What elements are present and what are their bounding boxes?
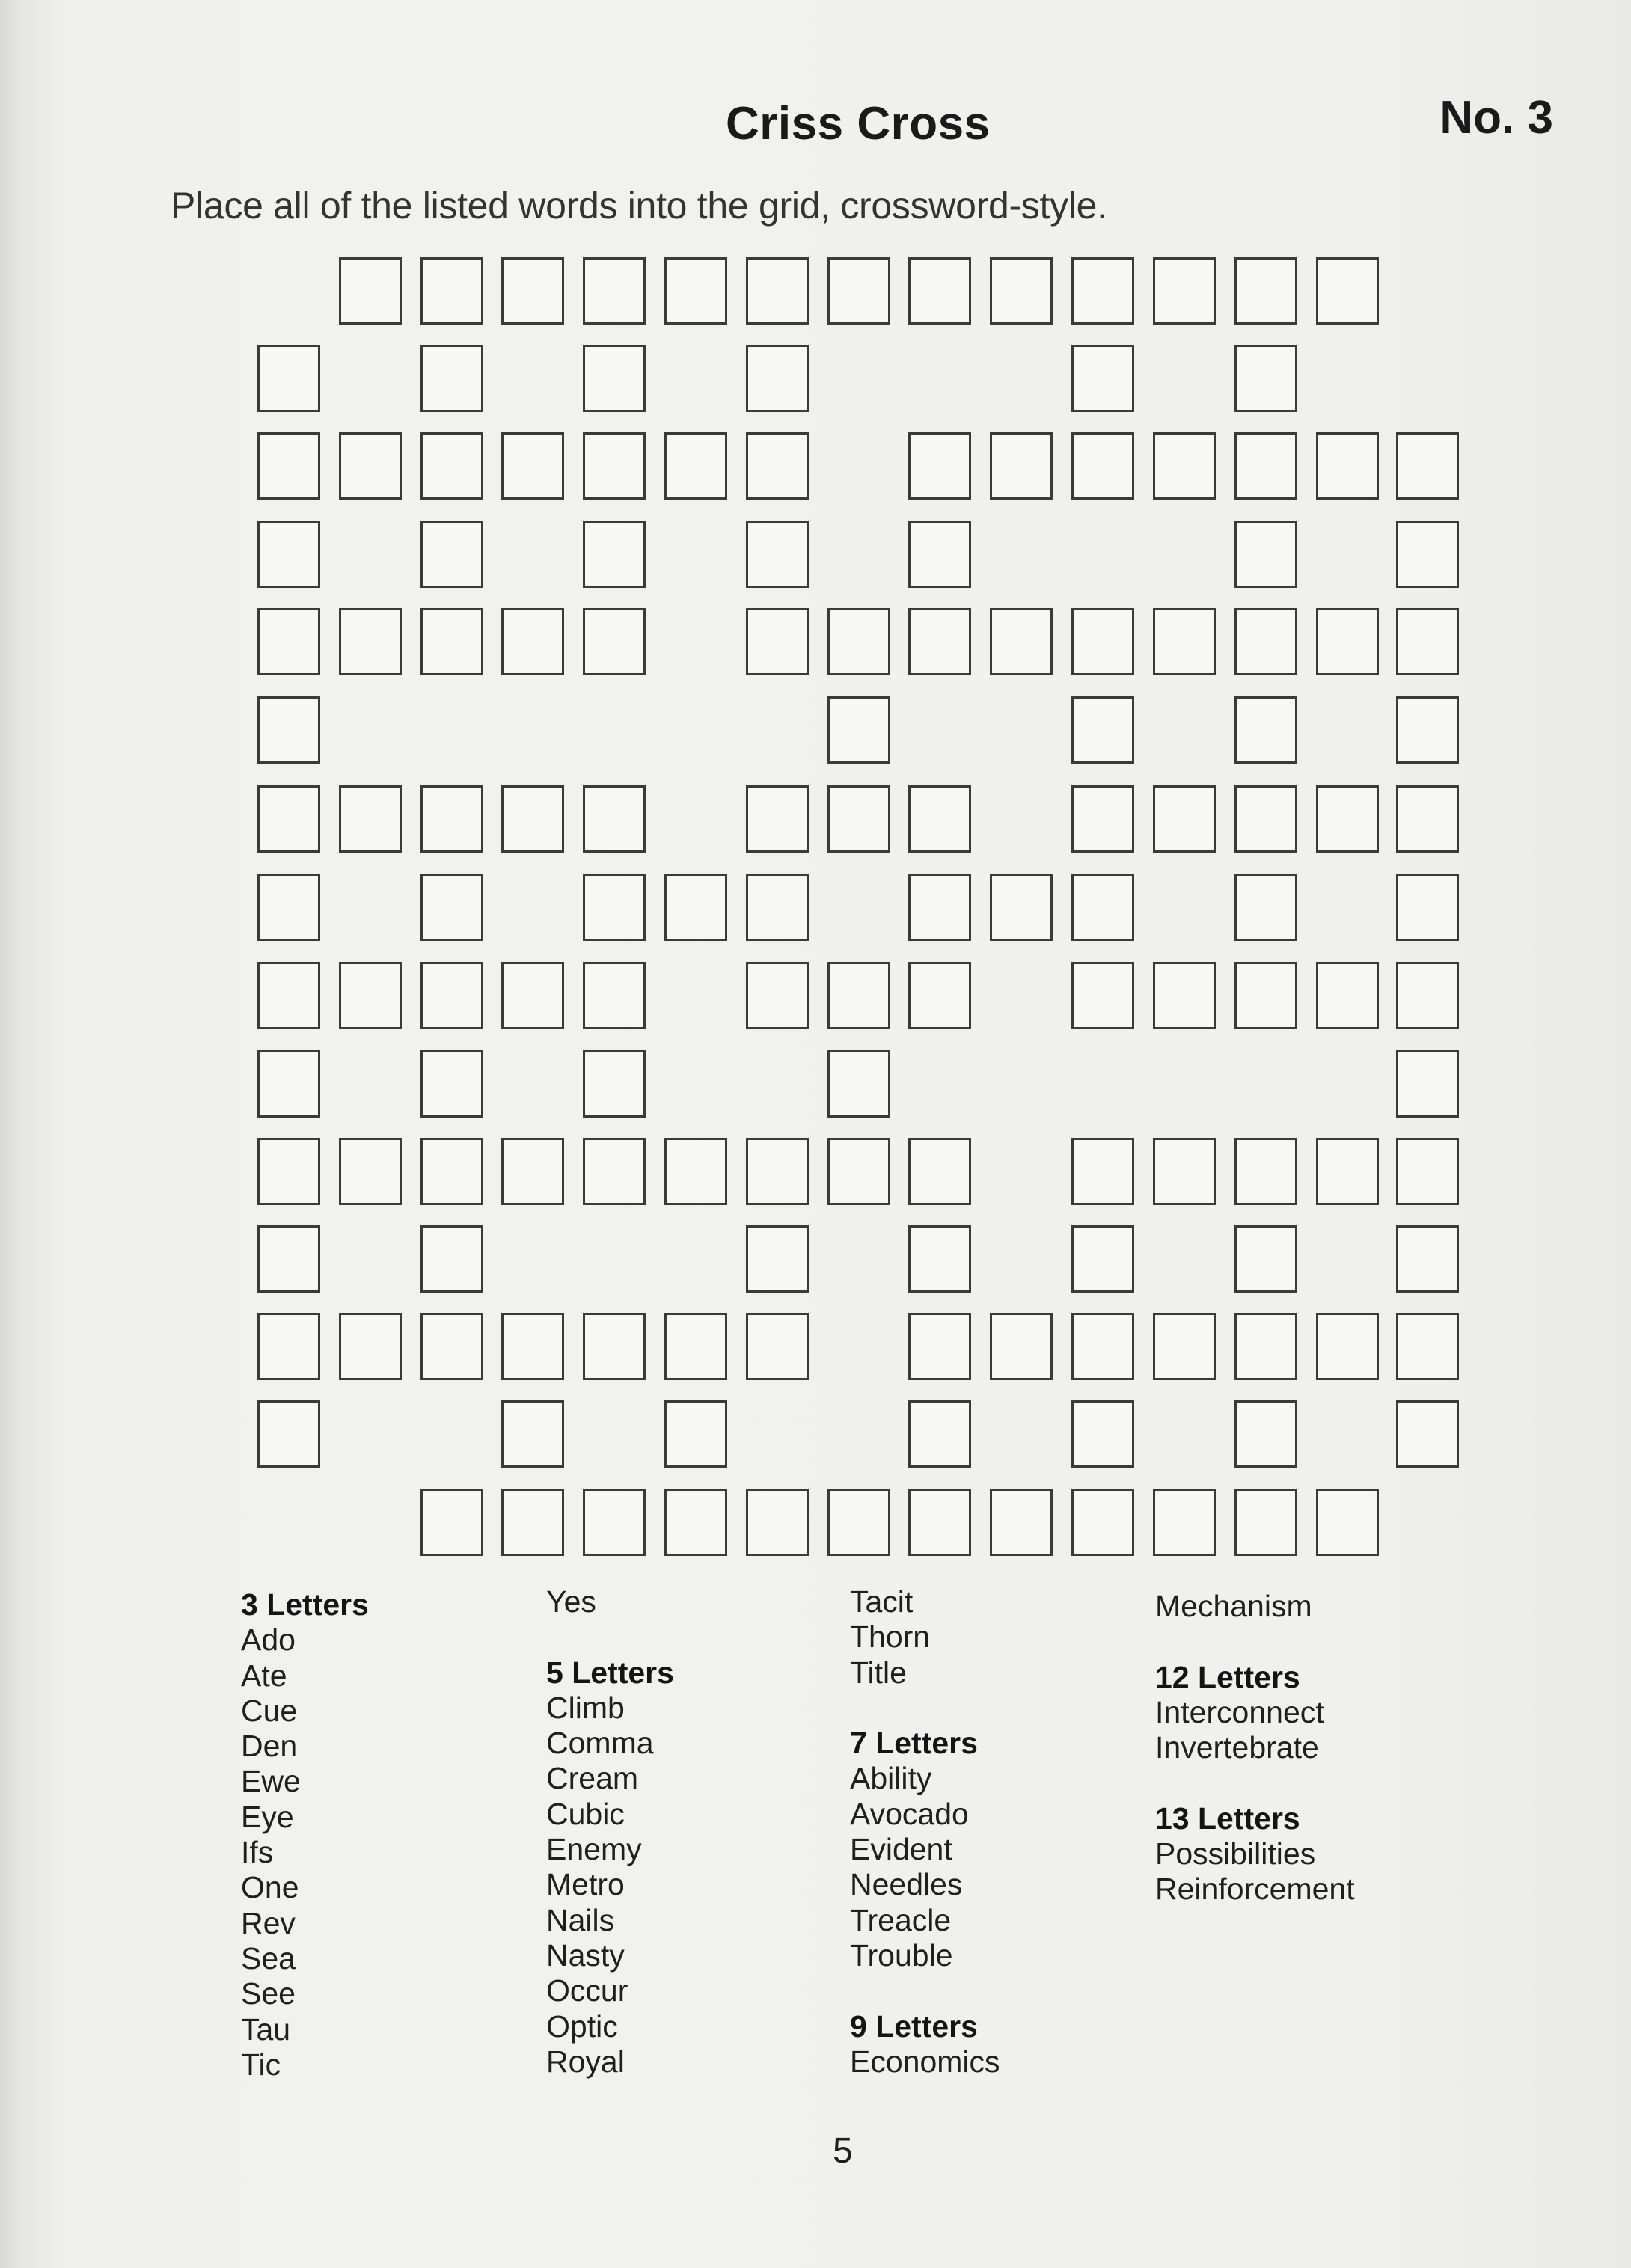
puzzle-number: No. 3 — [1439, 92, 1553, 144]
word-item: Rev — [241, 1905, 296, 1940]
word-item: Reinforcement — [1155, 1872, 1355, 1907]
grid-cell[interactable] — [1071, 608, 1134, 675]
grid-cell[interactable] — [339, 785, 402, 853]
grid-cell[interactable] — [1234, 608, 1297, 675]
grid-cell[interactable] — [1396, 1313, 1459, 1380]
grid-cell[interactable] — [1234, 432, 1297, 500]
word-column-2 — [546, 1584, 674, 2079]
grid-cell[interactable] — [1071, 785, 1134, 853]
word-item: Trouble — [850, 1937, 953, 1973]
spacer — [1155, 1765, 1355, 1800]
grid-cell[interactable] — [1071, 432, 1134, 500]
grid-cell[interactable] — [1396, 521, 1459, 588]
grid-cell[interactable] — [827, 257, 890, 325]
spacer — [1155, 1624, 1355, 1659]
grid-cell[interactable] — [1396, 1050, 1459, 1118]
word-item: Cubic — [546, 1796, 625, 1831]
grid-cell[interactable] — [746, 432, 809, 500]
grid-cell[interactable] — [1071, 1138, 1134, 1205]
grid-cell[interactable] — [1153, 785, 1216, 853]
grid-cell[interactable] — [1396, 432, 1459, 500]
grid-cell[interactable] — [1234, 962, 1297, 1029]
grid-cell[interactable] — [1071, 962, 1134, 1029]
grid-cell[interactable] — [746, 1489, 809, 1556]
grid-cell[interactable] — [1153, 432, 1216, 500]
grid-cell[interactable] — [908, 608, 971, 675]
grid-cell[interactable] — [908, 874, 971, 941]
grid-cell[interactable] — [339, 962, 402, 1029]
grid-cell[interactable] — [1316, 1313, 1379, 1380]
grid-cell[interactable] — [420, 785, 483, 853]
grid-cell[interactable] — [1153, 1313, 1216, 1380]
word-item: Possibilities — [1155, 1836, 1316, 1872]
word-column-3 — [850, 1584, 1000, 2079]
grid-cell[interactable] — [257, 1400, 320, 1468]
grid-cell[interactable] — [908, 1225, 971, 1293]
grid-cell[interactable] — [501, 1400, 564, 1468]
word-item: Needles — [850, 1867, 963, 1902]
word-group-heading: 3 Letters — [241, 1587, 369, 1622]
word-item: Mechanism — [1155, 1589, 1312, 1623]
page-number: 5 — [833, 2131, 853, 2171]
grid-cell[interactable] — [583, 1050, 646, 1118]
grid-cell[interactable] — [339, 257, 402, 325]
grid-cell[interactable] — [1071, 1313, 1134, 1380]
grid-cell[interactable] — [583, 874, 646, 941]
spacer — [850, 1973, 1000, 2008]
word-item: Occur — [546, 1973, 628, 2008]
grid-cell[interactable] — [664, 1138, 727, 1205]
grid-cell[interactable] — [746, 608, 809, 675]
grid-cell[interactable] — [1153, 962, 1216, 1029]
word-item: Ifs — [241, 1835, 274, 1870]
grid-cell[interactable] — [664, 874, 727, 941]
grid-cell[interactable] — [827, 962, 890, 1029]
word-group-heading: 5 Letters — [546, 1655, 674, 1690]
grid-cell[interactable] — [827, 785, 890, 853]
grid-cell[interactable] — [664, 1313, 727, 1380]
grid-cell[interactable] — [1316, 432, 1379, 500]
grid-cell[interactable] — [908, 521, 971, 588]
word-item: Sea — [241, 1940, 296, 1976]
grid-cell[interactable] — [583, 432, 646, 500]
grid-cell[interactable] — [339, 608, 402, 675]
grid-cell[interactable] — [583, 962, 646, 1029]
grid-cell[interactable] — [420, 962, 483, 1029]
grid-cell[interactable] — [746, 1313, 809, 1380]
instructions: Place all of the listed words into the grid, crossword-style. — [171, 185, 1107, 227]
grid-cell[interactable] — [420, 521, 483, 588]
grid-cell[interactable] — [1234, 257, 1297, 325]
grid-cell[interactable] — [583, 345, 646, 412]
grid-cell[interactable] — [990, 1313, 1053, 1380]
grid-cell[interactable] — [257, 785, 320, 853]
grid-cell[interactable] — [990, 608, 1053, 675]
word-group-heading: 13 Letters — [1155, 1800, 1300, 1836]
grid-cell[interactable] — [1396, 1138, 1459, 1205]
grid-cell[interactable] — [1396, 1400, 1459, 1468]
grid-cell[interactable] — [420, 432, 483, 500]
grid-cell[interactable] — [501, 962, 564, 1029]
grid-cell[interactable] — [746, 1138, 809, 1205]
grid-cell[interactable] — [420, 1313, 483, 1380]
word-item: Optic — [546, 2008, 618, 2044]
grid-cell[interactable] — [1234, 345, 1297, 412]
grid-cell[interactable] — [1234, 1225, 1297, 1293]
grid-cell[interactable] — [257, 345, 320, 412]
word-item: Metro — [546, 1867, 625, 1902]
grid-cell[interactable] — [908, 962, 971, 1029]
word-column-4 — [1155, 1589, 1355, 1907]
grid-cell[interactable] — [339, 432, 402, 500]
word-item: Invertebrate — [1155, 1730, 1319, 1765]
grid-cell[interactable] — [1071, 874, 1134, 941]
word-item: Treacle — [850, 1902, 952, 1937]
grid-cell[interactable] — [501, 608, 564, 675]
grid-cell[interactable] — [1071, 1225, 1134, 1293]
grid-cell[interactable] — [1234, 1400, 1297, 1468]
grid-cell[interactable] — [990, 432, 1053, 500]
grid-cell[interactable] — [908, 257, 971, 325]
grid-cell[interactable] — [1153, 1138, 1216, 1205]
grid-cell[interactable] — [1234, 785, 1297, 853]
word-item: Cream — [546, 1761, 639, 1796]
grid-cell[interactable] — [1234, 1138, 1297, 1205]
grid-cell[interactable] — [908, 432, 971, 500]
grid-cell[interactable] — [1396, 874, 1459, 941]
grid-cell[interactable] — [746, 785, 809, 853]
grid-cell[interactable] — [1153, 257, 1216, 325]
grid-cell[interactable] — [257, 1313, 320, 1380]
grid-cell[interactable] — [827, 1138, 890, 1205]
spacer — [546, 1619, 674, 1655]
word-item: Tau — [241, 2011, 291, 2047]
grid-cell[interactable] — [1234, 696, 1297, 764]
grid-cell[interactable] — [583, 521, 646, 588]
grid-cell[interactable] — [664, 1400, 727, 1468]
grid-cell[interactable] — [257, 1225, 320, 1293]
grid-cell[interactable] — [420, 608, 483, 675]
grid-cell[interactable] — [746, 962, 809, 1029]
grid-cell[interactable] — [1234, 521, 1297, 588]
grid-cell[interactable] — [827, 1050, 890, 1118]
grid-cell[interactable] — [746, 521, 809, 588]
grid-cell[interactable] — [339, 1313, 402, 1380]
word-item: Cue — [241, 1693, 298, 1728]
grid-cell[interactable] — [1071, 257, 1134, 325]
word-item: Avocado — [850, 1796, 969, 1831]
grid-cell[interactable] — [583, 1313, 646, 1380]
grid-cell[interactable] — [1234, 1489, 1297, 1556]
grid-cell[interactable] — [664, 1489, 727, 1556]
grid-cell[interactable] — [1071, 1489, 1134, 1556]
grid-cell[interactable] — [990, 1489, 1053, 1556]
grid-cell[interactable] — [1396, 785, 1459, 853]
word-item: Eye — [241, 1799, 294, 1834]
grid-cell[interactable] — [1153, 1489, 1216, 1556]
grid-cell[interactable] — [420, 1225, 483, 1293]
grid-cell[interactable] — [1396, 962, 1459, 1029]
grid-cell[interactable] — [1396, 696, 1459, 764]
grid-cell[interactable] — [1234, 874, 1297, 941]
word-item: Tic — [241, 2047, 281, 2082]
grid-cell[interactable] — [1396, 1225, 1459, 1293]
grid-cell[interactable] — [827, 696, 890, 764]
grid-cell[interactable] — [1316, 257, 1379, 325]
word-column-1 — [241, 1587, 369, 2082]
grid-cell[interactable] — [583, 1489, 646, 1556]
grid-cell[interactable] — [827, 1489, 890, 1556]
word-item: Comma — [546, 1726, 654, 1761]
word-group-heading: 12 Letters — [1155, 1659, 1300, 1694]
grid-cell[interactable] — [1071, 1400, 1134, 1468]
grid-cell[interactable] — [420, 874, 483, 941]
grid-cell[interactable] — [990, 874, 1053, 941]
grid-cell[interactable] — [827, 608, 890, 675]
word-item: See — [241, 1976, 296, 2011]
grid-cell[interactable] — [664, 432, 727, 500]
grid-cell[interactable] — [746, 257, 809, 325]
grid-cell[interactable] — [257, 874, 320, 941]
grid-cell[interactable] — [257, 608, 320, 675]
grid-cell[interactable] — [257, 521, 320, 588]
grid-cell[interactable] — [1316, 785, 1379, 853]
grid-cell[interactable] — [746, 1225, 809, 1293]
grid-cell[interactable] — [1071, 345, 1134, 412]
word-group-heading: 9 Letters — [850, 2008, 978, 2044]
grid-cell[interactable] — [501, 257, 564, 325]
grid-cell[interactable] — [664, 257, 727, 325]
grid-cell[interactable] — [257, 432, 320, 500]
grid-cell[interactable] — [583, 1138, 646, 1205]
grid-cell[interactable] — [501, 1489, 564, 1556]
word-item: Ate — [241, 1658, 287, 1693]
grid-cell[interactable] — [501, 1138, 564, 1205]
word-item: Thorn — [850, 1619, 931, 1655]
grid-cell[interactable] — [1071, 696, 1134, 764]
grid-cell[interactable] — [908, 785, 971, 853]
grid-cell[interactable] — [746, 874, 809, 941]
grid-cell[interactable] — [420, 257, 483, 325]
grid-cell[interactable] — [1316, 1138, 1379, 1205]
grid-cell[interactable] — [501, 1313, 564, 1380]
grid-cell[interactable] — [257, 1050, 320, 1118]
grid-cell[interactable] — [257, 962, 320, 1029]
grid-cell[interactable] — [1316, 1489, 1379, 1556]
puzzle-title: Criss Cross — [726, 98, 991, 150]
word-item: Ado — [241, 1622, 296, 1658]
grid-cell[interactable] — [746, 345, 809, 412]
word-item: Yes — [546, 1584, 596, 1619]
word-item: Enemy — [546, 1832, 642, 1867]
grid-cell[interactable] — [583, 785, 646, 853]
grid-cell[interactable] — [420, 1050, 483, 1118]
grid-cell[interactable] — [908, 1313, 971, 1380]
word-item: One — [241, 1870, 299, 1905]
grid-cell[interactable] — [501, 432, 564, 500]
grid-cell[interactable] — [1153, 608, 1216, 675]
word-item: Interconnect — [1155, 1694, 1324, 1729]
word-item: Nails — [546, 1902, 615, 1937]
word-item: Royal — [546, 2044, 625, 2079]
spacer — [850, 1691, 1000, 1726]
grid-cell[interactable] — [583, 257, 646, 325]
grid-cell[interactable] — [1396, 608, 1459, 675]
grid-cell[interactable] — [1316, 962, 1379, 1029]
grid-cell[interactable] — [420, 345, 483, 412]
grid-cell[interactable] — [1316, 608, 1379, 675]
word-item: Tacit — [850, 1584, 914, 1619]
word-item: Nasty — [546, 1937, 625, 1973]
word-item: Title — [850, 1655, 907, 1690]
word-item: Evident — [850, 1832, 952, 1867]
grid-cell[interactable] — [908, 1400, 971, 1468]
word-group-heading: 7 Letters — [850, 1726, 978, 1761]
grid-cell[interactable] — [908, 1489, 971, 1556]
grid-cell[interactable] — [420, 1489, 483, 1556]
word-item: Ewe — [241, 1764, 301, 1799]
grid-cell[interactable] — [990, 257, 1053, 325]
word-list — [0, 1584, 1631, 2108]
grid-cell[interactable] — [583, 608, 646, 675]
word-item: Climb — [546, 1690, 625, 1725]
grid-cell[interactable] — [908, 1138, 971, 1205]
grid-cell[interactable] — [420, 1138, 483, 1205]
grid-cell[interactable] — [257, 1138, 320, 1205]
grid-cell[interactable] — [257, 696, 320, 764]
grid-cell[interactable] — [501, 785, 564, 853]
word-item: Ability — [850, 1761, 932, 1796]
word-item: Den — [241, 1729, 298, 1764]
word-item: Economics — [850, 2044, 1000, 2079]
grid-cell[interactable] — [339, 1138, 402, 1205]
grid-cell[interactable] — [1234, 1313, 1297, 1380]
